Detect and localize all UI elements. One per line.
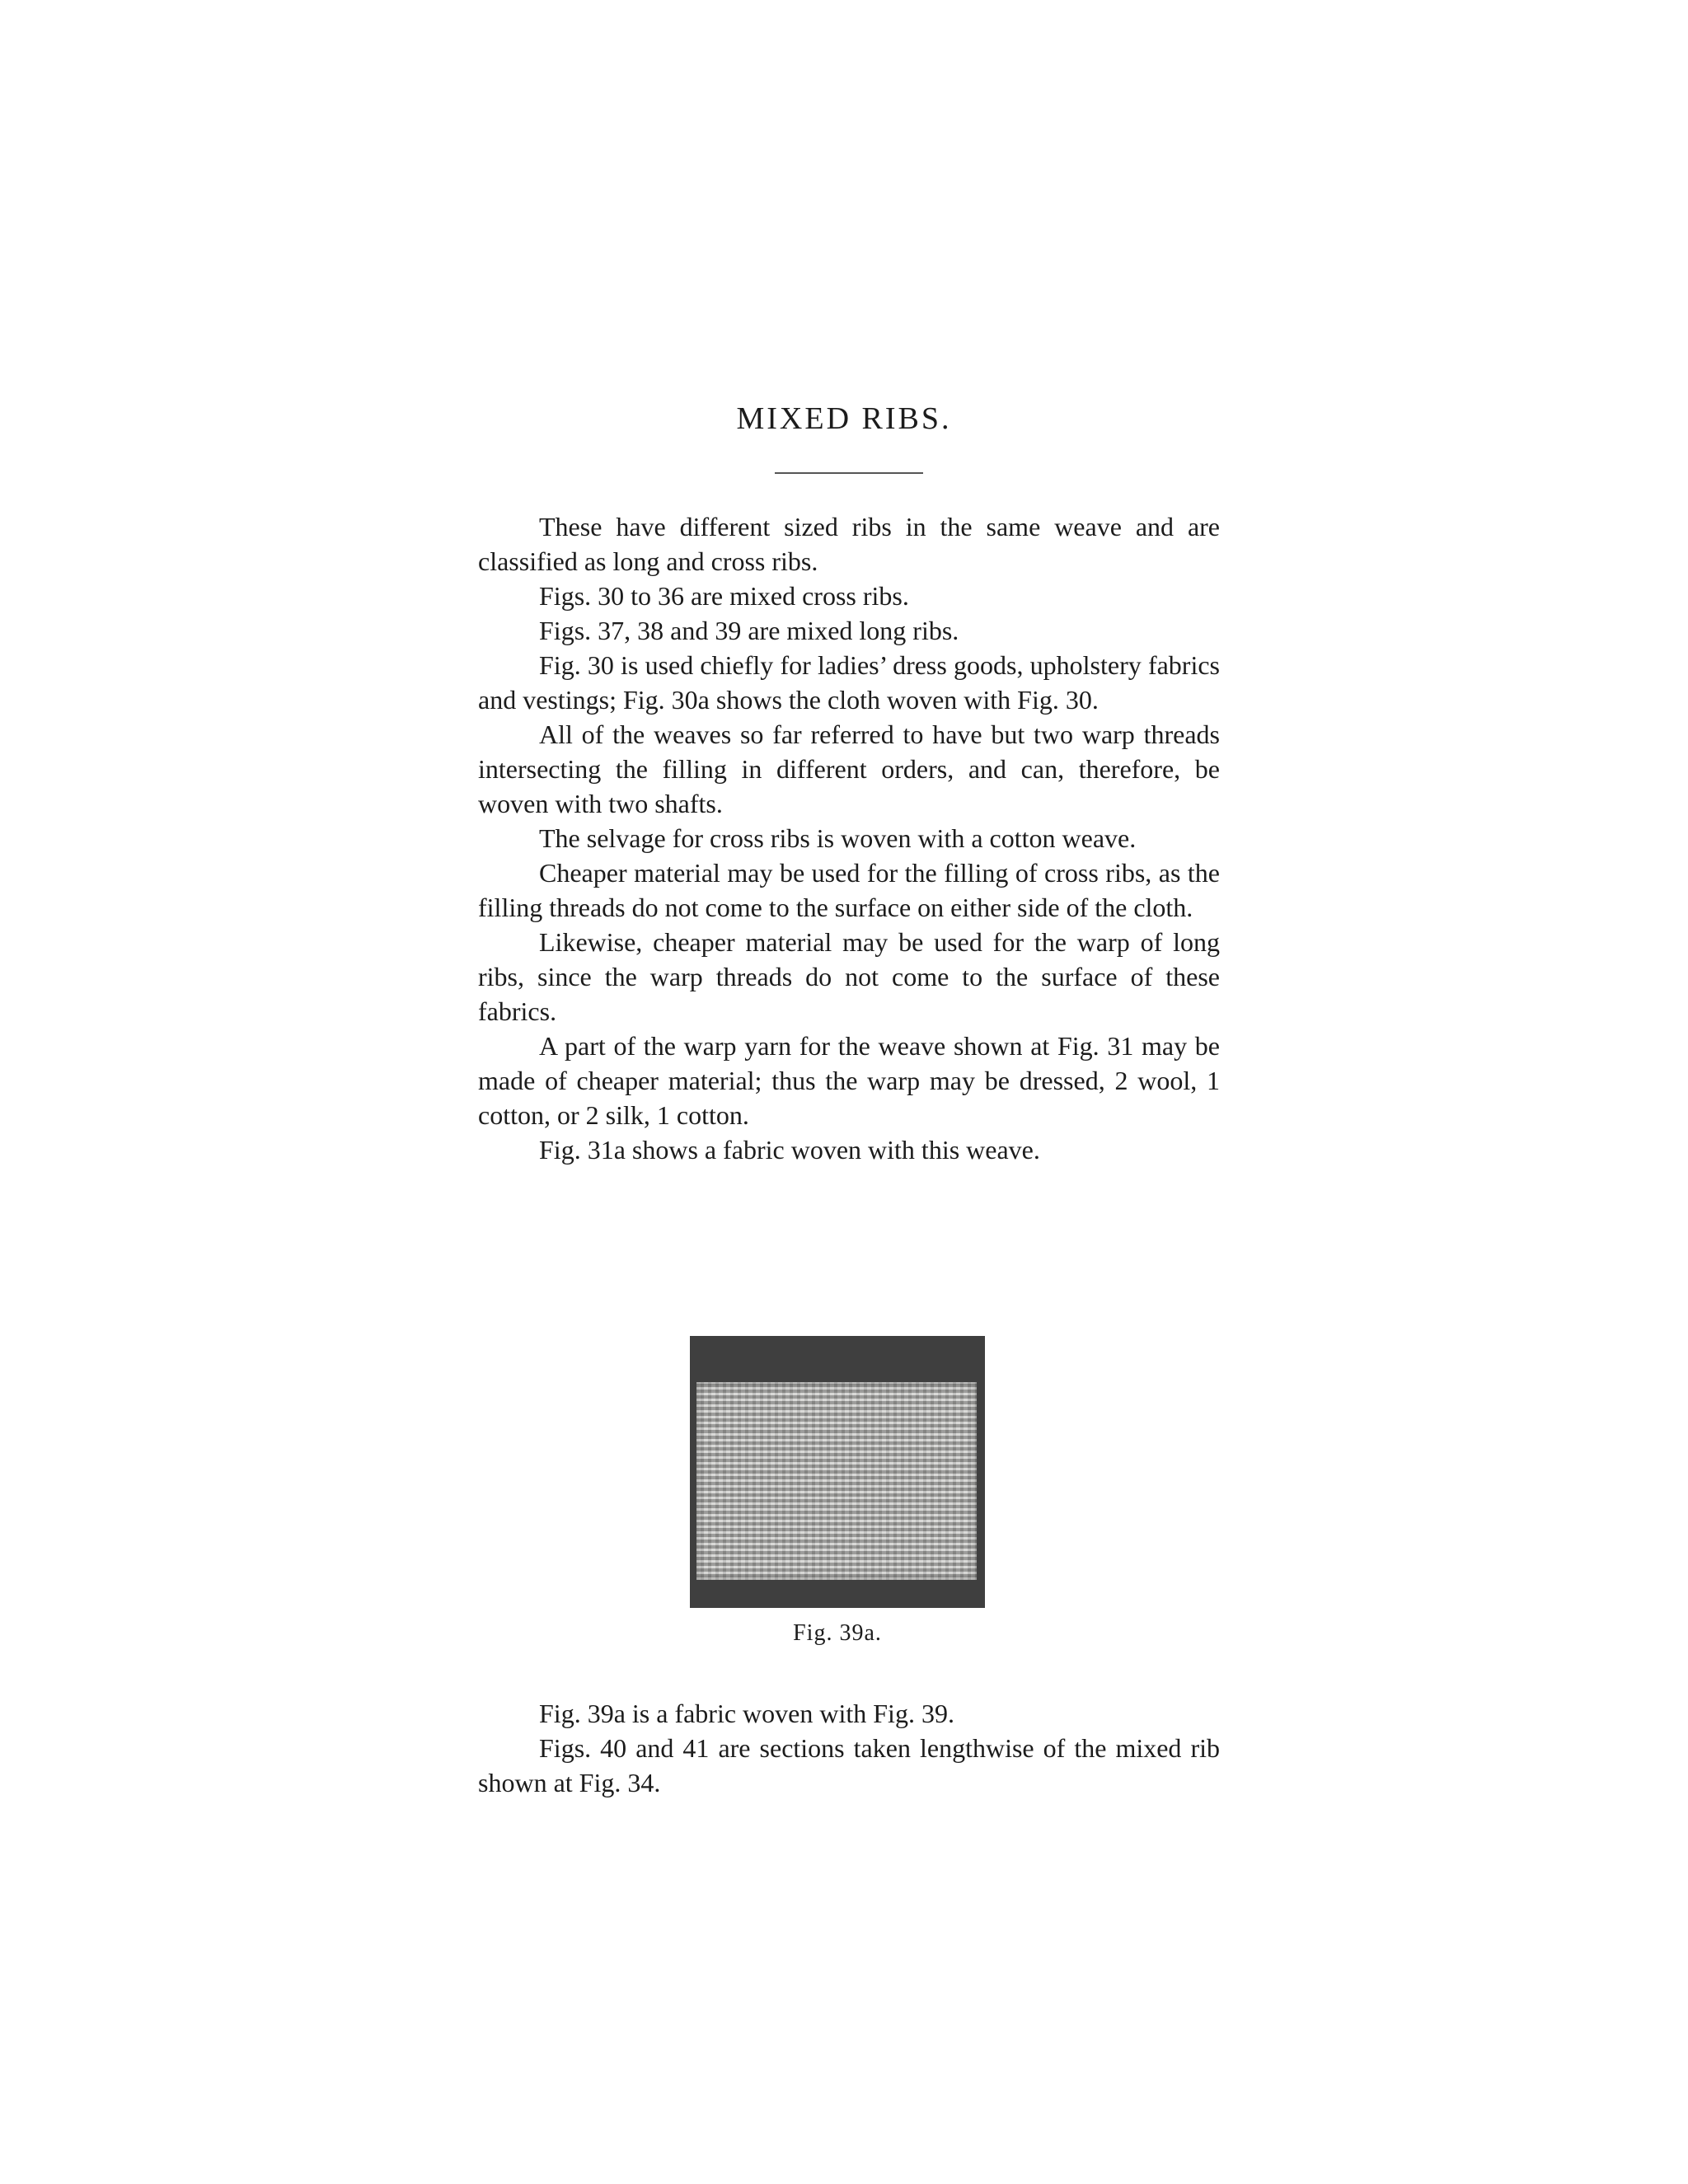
fabric-swatch bbox=[696, 1382, 977, 1580]
fabric-photo bbox=[690, 1336, 985, 1608]
figure-caption: Fig. 39a. bbox=[793, 1620, 882, 1646]
paragraph: Cheaper material may be used for the filling of cross ribs, as the filling threads do not come to the surface on either side of the cloth. bbox=[478, 858, 1220, 922]
paragraph: The selvage for cross ribs is woven with a cotton weave. bbox=[539, 823, 1137, 853]
paragraph: Figs. 30 to 36 are mixed cross ribs. bbox=[539, 581, 909, 611]
paragraph: Fig. 30 is used chiefly for ladies’ dress goods, upholstery fabrics and vestings; Fig. 30a shows the cloth woven with Fig. 30. bbox=[478, 650, 1220, 715]
body-text-after-figure bbox=[478, 1696, 1220, 1800]
paragraph: Likewise, cheaper material may be used for the warp of long ribs, since the warp threads do not come to the surface of these fabrics. bbox=[478, 927, 1220, 1026]
paragraph: Fig. 39a is a fabric woven with Fig. 39. bbox=[539, 1699, 954, 1728]
title-rule bbox=[775, 472, 923, 474]
paragraph: A part of the warp yarn for the weave shown at Fig. 31 may be made of cheaper material; thus the warp may be dressed, 2 wool, 1 cotton, or 2 silk, 1 cotton. bbox=[478, 1031, 1220, 1130]
paragraph: Figs. 37, 38 and 39 are mixed long ribs. bbox=[539, 616, 959, 645]
body-text bbox=[478, 509, 1220, 1167]
paragraph: Figs. 40 and 41 are sections taken lengthwise of the mixed rib shown at Fig. 34. bbox=[478, 1733, 1220, 1797]
paragraph: Fig. 31a shows a fabric woven with this weave. bbox=[539, 1135, 1040, 1165]
paragraph: All of the weaves so far referred to have but two warp threads intersecting the filling in different orders, and can, therefore, be woven with two shafts. bbox=[478, 719, 1220, 818]
page-title: MIXED RIBS. bbox=[736, 401, 952, 436]
paragraph: These have different sized ribs in the same weave and are classified as long and cross ribs. bbox=[478, 512, 1220, 576]
